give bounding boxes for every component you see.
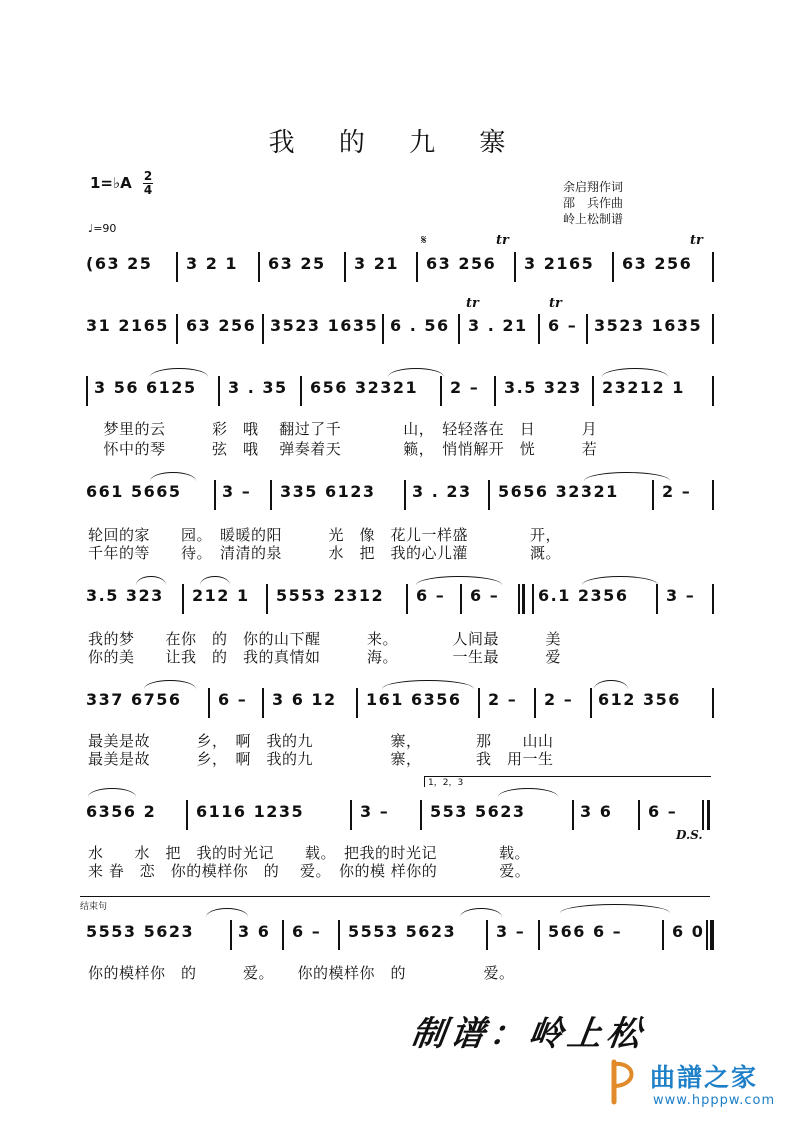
measure: (63 25: [86, 254, 153, 273]
slur: [416, 576, 502, 585]
barline: [712, 376, 714, 406]
measure: 3 21: [354, 254, 399, 273]
measure: 3 6: [580, 802, 613, 821]
lyric-line-2: 怀中的琴 弦 哦 弹奏着天 籁， 悄悄解开 恍 若: [88, 440, 598, 458]
barline: [382, 314, 384, 344]
measure: 3 2165: [524, 254, 595, 273]
ds-marking: D.S.: [676, 828, 703, 842]
measure: 335 6123: [280, 482, 376, 501]
lyric-line-9: 水 水 把 我的时光记 载。 把我的时光记 载。: [88, 844, 531, 862]
barline: [514, 252, 516, 282]
repeat-end: [702, 800, 704, 830]
measure: 3 6: [238, 922, 271, 941]
slur: [150, 472, 196, 481]
measure: 3 –: [222, 482, 252, 501]
measure: 553 5623: [430, 802, 526, 821]
barline: [478, 688, 480, 718]
measure: 612 356: [598, 690, 681, 709]
barline: [266, 584, 268, 614]
slur: [206, 908, 248, 917]
measure: 656 32321: [310, 378, 419, 397]
notation-system-2: [86, 310, 716, 350]
coda-label: 结束句: [80, 902, 108, 912]
notation-system-4: [86, 476, 716, 516]
lyric-line-6: 你的美 让我 的 我的真情如 海。 一生最 爱: [88, 648, 562, 666]
lyric-line-3: 轮回的家 园。 暖暖的阳 光 像 花儿一样盛 开，: [88, 526, 562, 544]
barline: [460, 584, 462, 614]
measure: 3 56 6125: [94, 378, 197, 397]
trill-mark: tr: [690, 233, 703, 248]
barline: [712, 584, 714, 614]
repeat-start: [86, 376, 88, 406]
measure: 6 0: [672, 922, 705, 941]
barline: [712, 314, 714, 344]
measure: 3523 1635: [594, 316, 703, 335]
barline: [262, 314, 264, 344]
slur: [388, 368, 444, 377]
slur: [602, 368, 668, 377]
measure: 6 –: [548, 316, 578, 335]
measure: 6356 2: [86, 802, 157, 821]
repeat-start: [532, 584, 534, 614]
barline: [592, 376, 594, 406]
trill-mark: tr: [466, 296, 479, 311]
barline: [218, 376, 220, 406]
barline: [440, 376, 442, 406]
measure: 2 –: [488, 690, 518, 709]
barline: [538, 314, 540, 344]
measure: 6 –: [292, 922, 322, 941]
measure: 5553 5623: [86, 922, 195, 941]
barline: [356, 688, 358, 718]
time-signature: 2 4: [143, 169, 153, 197]
first-ending-bracket: [424, 776, 711, 787]
slur: [382, 680, 474, 689]
measure: 6116 1235: [196, 802, 305, 821]
notation-system-3: [86, 372, 716, 412]
measure: 5553 5623: [348, 922, 457, 941]
measure: 6 –: [416, 586, 446, 605]
slur: [150, 368, 208, 377]
notation-system-6: [86, 684, 716, 724]
lyricist-credit: 余启翔作词: [563, 180, 624, 194]
slur: [582, 576, 658, 585]
barline: [638, 800, 640, 830]
barline: [590, 688, 592, 718]
barline: [652, 480, 654, 510]
lyric-line-5: 我的梦 在你 的 你的山下醒 来。 人间最 美: [88, 630, 562, 648]
measure: 3523 1635: [270, 316, 379, 335]
tempo-marking: ♩=90: [88, 222, 117, 235]
barline: [486, 920, 488, 950]
measure: 3 –: [496, 922, 526, 941]
repeat-end: [522, 584, 525, 614]
measure: 6 . 56: [390, 316, 450, 335]
barline: [612, 252, 614, 282]
barline: [534, 688, 536, 718]
measure: 6 –: [648, 802, 678, 821]
barline: [262, 688, 264, 718]
measure: 3 2 1: [186, 254, 239, 273]
barline: [416, 252, 418, 282]
lyric-line-1: 梦里的云 彩 哦 翻过了千 山， 轻轻落在 日 月: [88, 420, 598, 438]
lyric-line-11: 你的模样你 的 爱。 你的模样你 的 爱。: [88, 964, 515, 982]
measure: 661 5665: [86, 482, 182, 501]
measure: 337 6756: [86, 690, 182, 709]
notation-system-5: [86, 580, 716, 620]
barline: [214, 480, 216, 510]
measure: 5656 32321: [498, 482, 619, 501]
barline: [656, 584, 658, 614]
slur: [584, 472, 670, 481]
barline: [182, 584, 184, 614]
measure: 63 256: [186, 316, 257, 335]
measure: 2 –: [662, 482, 692, 501]
barline: [712, 252, 714, 282]
barline: [420, 800, 422, 830]
final-barline: [710, 920, 714, 950]
barline: [404, 480, 406, 510]
barline: [186, 800, 188, 830]
barline: [176, 252, 178, 282]
final-barline: [706, 920, 708, 950]
barline: [494, 376, 496, 406]
trill-mark: tr: [496, 233, 509, 248]
notation-system-8: [86, 916, 716, 956]
measure: 6.1 2356: [538, 586, 629, 605]
slur: [136, 576, 166, 585]
barline: [282, 920, 284, 950]
song-title: 我 的 九 寨: [268, 128, 524, 158]
barline: [712, 480, 714, 510]
measure: 6 –: [218, 690, 248, 709]
measure: 3 –: [666, 586, 696, 605]
lyric-line-4: 千年的等 待。 清清的泉 水 把 我的心儿灌 溉。: [88, 544, 562, 562]
watermark-brand: 曲譜之家: [650, 1063, 759, 1092]
key-signature: 1=♭A: [90, 174, 132, 192]
barline: [230, 920, 232, 950]
measure: 31 2165: [86, 316, 169, 335]
measure: 63 25: [268, 254, 326, 273]
lyric-line-7: 最美是故 乡， 啊 我的九 寨， 那 山山: [88, 732, 554, 750]
slur: [460, 908, 502, 917]
segno-sign: 𝄋: [421, 233, 427, 248]
barline: [344, 252, 346, 282]
barline: [458, 314, 460, 344]
measure: 3 –: [360, 802, 390, 821]
notation-system-1: [86, 248, 716, 288]
composer-credit: 邵 兵作曲: [563, 196, 624, 210]
slur: [498, 788, 558, 797]
barline: [270, 480, 272, 510]
slur: [88, 788, 136, 797]
measure: 212 1: [192, 586, 250, 605]
repeat-end: [707, 800, 710, 830]
barline: [572, 800, 574, 830]
notation-system-7: [86, 796, 716, 836]
barline: [712, 688, 714, 718]
measure: 63 256: [426, 254, 497, 273]
arranger-signature: 制谱：岭上松: [408, 1014, 649, 1054]
coda-divider: [80, 896, 710, 897]
barline: [488, 480, 490, 510]
repeat-end: [518, 584, 520, 614]
measure: 161 6356: [366, 690, 462, 709]
measure: 6 –: [470, 586, 500, 605]
slur: [200, 576, 230, 585]
measure: 3 6 12: [272, 690, 337, 709]
measure: 3 . 23: [412, 482, 472, 501]
measure: 3 . 21: [468, 316, 528, 335]
measure: 3.5 323: [504, 378, 582, 397]
barline: [538, 920, 540, 950]
ending-label: 1，2，3: [428, 778, 464, 788]
barline: [300, 376, 302, 406]
arranger-credit: 岭上松制谱: [563, 212, 624, 226]
barline: [350, 800, 352, 830]
measure: 63 256: [622, 254, 693, 273]
site-logo-icon: [608, 1058, 640, 1106]
measure: 23212 1: [602, 378, 685, 397]
measure: 5553 2312: [276, 586, 385, 605]
barline: [258, 252, 260, 282]
trill-mark: tr: [549, 296, 562, 311]
lyric-line-8: 最美是故 乡， 啊 我的九 寨， 我 用一生: [88, 750, 554, 768]
measure: 3.5 323: [86, 586, 164, 605]
measure: 2 –: [544, 690, 574, 709]
barline: [176, 314, 178, 344]
measure: 3 . 35: [228, 378, 288, 397]
barline: [586, 314, 588, 344]
barline: [208, 688, 210, 718]
measure: 2 –: [450, 378, 480, 397]
slur: [560, 904, 670, 913]
barline: [406, 584, 408, 614]
barline: [338, 920, 340, 950]
measure: 566 6 –: [548, 922, 623, 941]
watermark-url: www.hpppw.com: [653, 1093, 776, 1108]
slur: [144, 680, 196, 689]
slur: [594, 680, 628, 689]
lyric-line-10: 来 眷 恋 你的模样你 的 爱。 你的模 样你的 爱。: [88, 862, 531, 880]
barline: [662, 920, 664, 950]
